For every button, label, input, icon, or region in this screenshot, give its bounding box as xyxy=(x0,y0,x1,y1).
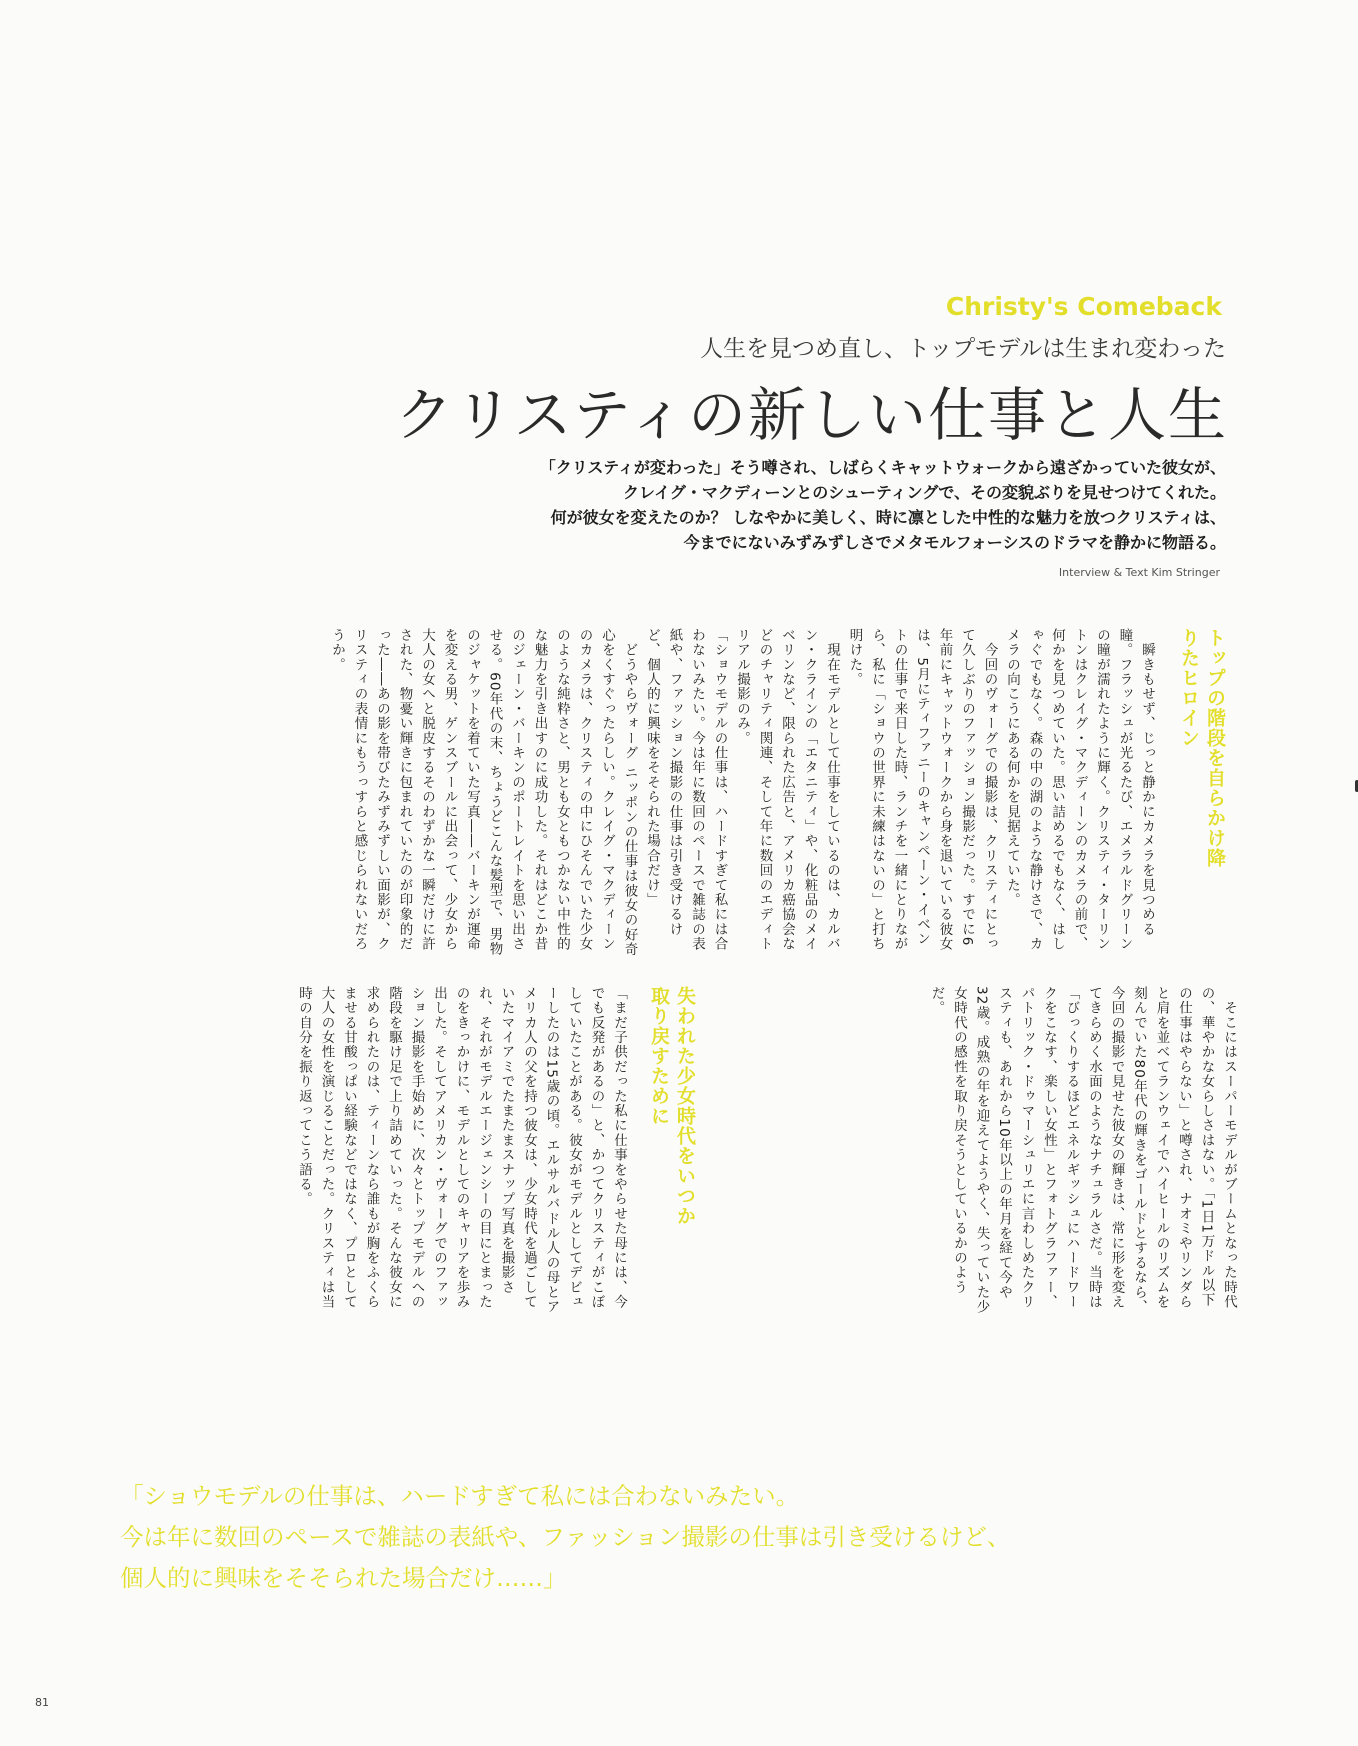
pull-quote-line: 個人的に興味をそそられた場合だけ……」 xyxy=(120,1564,567,1592)
body-paragraph: 今回のヴォーグでの撮影は、クリスティにとって久しぶりのファッション撮影だった。すでに6年前にキャットウォークから身を退いている彼女は、5月にティファニーのキャンペーン・イベントの仕事で来日した時、ランチを一緒にとりながら、私に「ショウの世界に未練はないの」と打ち明けた。 xyxy=(846,628,998,952)
pull-quote xyxy=(120,1476,1010,1599)
kicker-title: Christy's Comeback xyxy=(945,292,1222,321)
lead-line: 「クリスティが変わった」そう噂され、しばらくキャットウォークから遠ざかっていた彼女が、 xyxy=(539,458,1226,477)
page-number: 81 xyxy=(35,1696,49,1709)
byline-credit: Interview & Text Kim Stringer xyxy=(1058,566,1220,579)
body-column-lower-left xyxy=(122,986,630,1318)
body-column-lower-right xyxy=(740,986,1240,1318)
body-paragraph: 「ショウモデルの仕事は、ハードすぎて私には合わないみたい。今は年に数回のペースで雑誌の表紙や、ファッション撮影の仕事は引き受けるけど、個人的に興味をそそられた場合だけ」 xyxy=(644,628,728,952)
pull-quote-line: 今は年に数回のペースで雑誌の表紙や、ファッション撮影の仕事は引き受けるけど、 xyxy=(120,1523,1011,1551)
lead-line: 何が彼女を変えたのか？ しなやかに美しく、時に凛とした中性的な魅力を放つクリスティは、 xyxy=(550,508,1226,527)
section-heading-2: 失われた少女時代をいつか取り戻すために xyxy=(648,986,696,1226)
pull-quote-line: 「ショウモデルの仕事は、ハードすぎて私には合わないみたい。 xyxy=(120,1482,800,1510)
lead-paragraph xyxy=(540,455,1226,555)
body-paragraph: そこにはスーパーモデルがブームとなった時代の、華やかな女らしさはない。「1日1万ドル以下の仕事はやらない」と噂され、ナオミやリンダらと肩を並べてランウェイでハイヒールのリズムを刻んでいた80年代の輝きをゴールドとするなら、今回の撮影で見せた彼女の輝きは、常に形を変えてきらめく水面のようなナチュラルさだ。当時は「びっくりするほどエネルギッシュにハードワークをこなす、楽しい女性」とフォトグラファー、パトリック・ドゥマーシュリエに言わしめたクリスティも、あれから10年以上の年月を経て今や32歳。成熟の年を迎えてようやく、失っていた少女時代の感性を取り戻そうとしているかのようだ。 xyxy=(928,986,1237,1315)
lead-line: 今までにないみずみずしさでメタモルフォーシスのドラマを静かに物語る。 xyxy=(683,533,1226,552)
headline: クリスティの新しい仕事と人生 xyxy=(394,381,1228,449)
body-column-upper xyxy=(122,628,1158,960)
lead-line: クレイグ・マクディーンとのシューティングで、その変貌ぶりを見せつけてくれた。 xyxy=(622,483,1226,502)
body-paragraph: 「まだ子供だった私に仕事をやらせた母には、今でも反発があるの」と、かつてクリスティがこぼしていたことがある。彼女がモデルとしてデビューしたのは15歳の頃。エルサルバドル人の母とアメリカ人の父を持つ彼女は、少女時代を過ごしていたマイアミでたまたまスナップ写真を撮影され、それがモデルエージェンシーの目にとまったのをきっかけに、モデルとしてのキャリアを歩み出した。そしてアメリカン・ヴォーグでのファッション撮影を手始めに、次々とトップモデルへの階段を駆け足で上り詰めていった。そんな彼女に求められたのは、ティーンなら誰もが胸をふくらませる甘酸っぱい経験などではなく、プロとして大人の女性を演じることだった。クリスティは当時の自分を振り返ってこう語る。 xyxy=(296,986,627,1315)
body-paragraph: 現在モデルとして仕事をしているのは、カルバン・クラインの「エタニティ」や、化粧品のメイベリンなど、限られた広告と、アメリカ癌協会などのチャリティ関連、そして年に数回のエディトリアル撮影のみ。 xyxy=(734,628,840,952)
subtitle: 人生を見つめ直し、トップモデルは生まれ変わった xyxy=(699,336,1226,362)
body-paragraph: どうやらヴォーグ ニッポンの仕事は彼女の好奇心をくすぐったらしい。クレイグ・マクディーンのカメラは、クリスティの中にひそんでいた少女のような純粋さと、男とも女ともつかない中性的な魅力を引き出すのに成功した。それはどこか昔のジェーン・バーキンのポートレイトを思い出させる。60年代の末、ちょうどこんな髪型で、男物のジャケットを着ていた写真――バーキンが運命を変える男、ゲンスブールに出会って、少女から大人の女へと脱皮するそのわずかな一瞬だけに許された、物憂い輝きに包まれていたのが印象的だった――あの影を帯びたみずみずしい面影が、クリスティの表情にもうっすらと感じられないだろうか。 xyxy=(329,628,638,957)
body-paragraph: 瞬きもせず、じっと静かにカメラを見つめる瞳。フラッシュが光るたび、エメラルドグリーンの瞳が濡れたように輝く。クリスティ・ターリントンはクレイグ・マクディーンのカメラの前で、何かを見つめていた。思い詰めるでもなく、はしゃぐでもなく。森の中の湖のような静けさで、カメラの向こうにある何かを見据えていた。 xyxy=(1004,628,1155,952)
section-heading-1: トップの階段を自らかけ降りたヒロイン xyxy=(1178,628,1226,868)
